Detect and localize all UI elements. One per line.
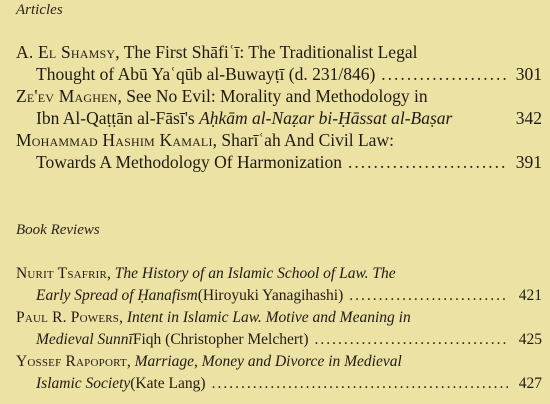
- book-title: Aḥkām al-Naẓar bi-Ḥāssat al-Baṣar: [199, 108, 453, 128]
- page-number: 342: [515, 108, 542, 128]
- entry-line: [16, 151, 542, 173]
- dot-leader: [315, 329, 509, 351]
- reviewer: Fiqh (Christopher Melchert): [132, 331, 309, 348]
- entry-line: [16, 107, 542, 129]
- entry-line: [16, 41, 542, 63]
- article-entry-2: [16, 85, 542, 129]
- author-name: Mohammad Hashim Kamali: [16, 130, 213, 150]
- article-title: , Sharīʿah And Civil Law:: [212, 130, 394, 150]
- separator: ,: [107, 265, 111, 282]
- separator: ,: [119, 309, 123, 326]
- review-entry-3: [16, 351, 542, 395]
- author-name: Yossef Rapoport: [16, 353, 127, 370]
- article-entry-1: [16, 41, 542, 85]
- author-name: A. El Shamsy: [16, 42, 116, 62]
- page-number: 301: [515, 64, 542, 84]
- review-entry-2: [16, 307, 542, 351]
- article-title: , See No Evil: Morality and Methodology in: [117, 86, 428, 106]
- entry-line: [16, 263, 542, 285]
- dot-leader: [212, 373, 508, 395]
- reviewer: (Hiroyuki Yanagihashi): [197, 287, 344, 304]
- dot-leader: [349, 285, 508, 307]
- book-title: Marriage, Money and Divorce in Medieval: [134, 353, 402, 370]
- author-name: Paul R. Powers: [16, 309, 120, 326]
- page-number: 427: [518, 375, 542, 392]
- page-number: 425: [518, 331, 542, 348]
- page-number: 391: [515, 152, 542, 172]
- entry-line: [16, 85, 542, 107]
- book-reviews-heading: Book Reviews: [16, 222, 100, 238]
- dot-leader: [381, 63, 508, 85]
- dot-leader: [348, 151, 508, 173]
- book-title-cont: Medieval Sunnī: [36, 331, 133, 348]
- separator: ,: [126, 353, 131, 370]
- entry-line: [16, 307, 542, 329]
- article-title-cont: Towards A Methodology Of Harmonization: [36, 152, 342, 172]
- article-entry-3: [16, 129, 542, 173]
- page-number: 421: [518, 287, 542, 304]
- reviewer: (Kate Lang): [130, 375, 206, 392]
- author-name: Ze'ev Maghen: [16, 86, 118, 106]
- book-title: Intent in Islamic Law. Motive and Meaning in: [126, 309, 411, 326]
- book-title-cont: Islamic Society: [36, 375, 131, 392]
- entry-line: [16, 129, 542, 151]
- entry-line: [16, 351, 542, 373]
- entry-line: [16, 373, 542, 395]
- article-title: , The First Shāfiʿī: The Traditionalist Legal: [115, 42, 418, 62]
- author-name: Nurit Tsafrir: [16, 265, 108, 282]
- entry-line: [16, 329, 542, 351]
- entry-line: [16, 285, 542, 307]
- article-title-cont: Thought of Abū Yaʿqūb al-Buwayṭī (d. 231/846): [36, 64, 376, 84]
- review-entry-1: [16, 263, 542, 307]
- book-title-cont: Early Spread of Ḥanafism: [36, 287, 198, 304]
- articles-heading: Articles: [16, 2, 63, 18]
- book-title: The History of an Islamic School of Law. The: [114, 265, 396, 282]
- entry-line: [16, 63, 542, 85]
- article-title-cont: Ibn Al-Qaṭṭān al-Fāsī's: [36, 108, 195, 128]
